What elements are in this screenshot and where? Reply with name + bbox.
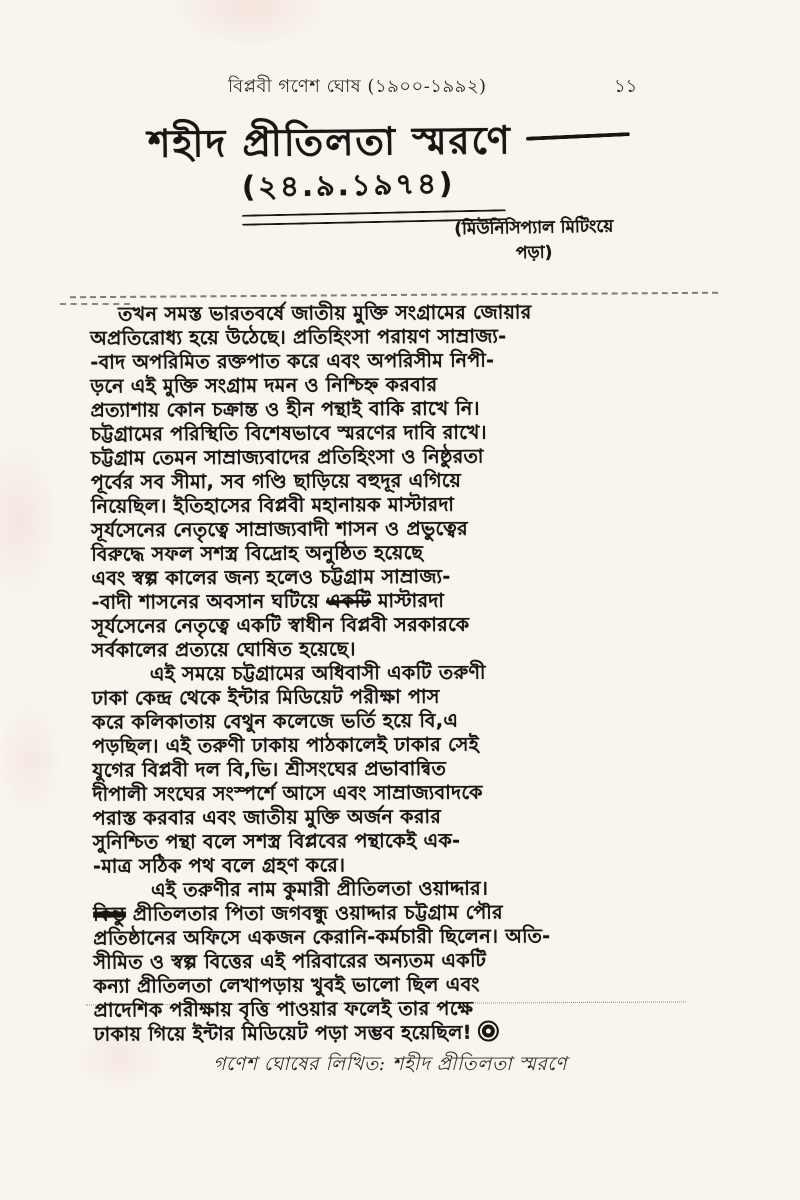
handwritten-line: সূর্যসেনের নেতৃত্বে একটি স্বাধীন বিপ্লবী সরকারকে [91, 613, 470, 638]
handwritten-title-text: শহীদ প্রীতিলতা স্মরণে [147, 118, 513, 166]
handwritten-line: প্রত্যাশায় কোন চক্রান্ত ও হীন পন্থাই বাকি রাখে নি। [90, 397, 480, 422]
title-dash-stroke [526, 132, 630, 141]
handwritten-line: সূর্যসেনের নেতৃত্বে সাম্রাজ্যবাদী শাসন ও প্রভুত্বের [91, 517, 469, 542]
handwritten-essay [90, 299, 716, 1046]
running-header [0, 72, 800, 98]
handwritten-line: ঢাকা কেন্দ্র থেকে ইন্টার মিডিয়েট পরীক্ষা পাস [92, 685, 440, 710]
line-text: ঢাকায় গিয়ে ইন্টার মিডিয়েট পড়া সম্ভব হয়েছিল! [93, 1021, 472, 1046]
handwritten-line: সীমিত ও স্বল্প বিত্তের এই পরিবারের অন্যতম একটি [93, 949, 487, 974]
handwritten-line-with-scribble [93, 899, 715, 926]
book-title: বিপ্লবী গণেশ ঘোষ (১৯০০-১৯৯২) [228, 76, 487, 97]
handwritten-line: চট্টগ্রাম তেমন সাম্রাজ্যবাদের প্রতিহিংসা ও নিষ্ঠুরতা [90, 445, 484, 470]
line-text: -বাদী শাসনের অবসান ঘটিয়ে [91, 590, 327, 614]
handwritten-line: নিয়েছিল। ইতিহাসের বিপ্লবী মহানায়ক মাস্টারদা [91, 493, 455, 518]
end-of-essay-spiral-icon [478, 1021, 499, 1042]
footer-caption: গণেশ ঘোষের লিখিত: শহীদ প্রীতিলতা স্মরণে [213, 1053, 567, 1075]
handwritten-line: চট্টগ্রামের পরিস্থিতি বিশেষভাবে স্মরণের দাবি রাখে। [90, 421, 488, 446]
handwritten-line: পড়ছিল। এই তরুণী ঢাকায় পাঠকালেই ঢাকার সেই [92, 733, 480, 758]
handwritten-line: তখন সমস্ত ভারতবর্ষে জাতীয় মুক্তি সংগ্রামের জোয়ার [118, 301, 532, 326]
handwritten-line: অপ্রতিরোধ্য হয়ে উঠেছে। প্রতিহিংসা পরায়ণ সাম্রাজ্য- [90, 325, 507, 350]
handwritten-line: -মাত্র সঠিক পথ বলে গ্রহণ করে। [92, 854, 346, 878]
struck-out-word: একটি [326, 590, 371, 613]
handwritten-note-line1: (মিউনিসিপ্যাল মিটিংয়ে [454, 216, 614, 240]
handwritten-line: দীপালী সংঘের সংস্পর্শে আসে এবং সাম্রাজ্যবাদকে [92, 781, 483, 806]
handwritten-line-with-strikethrough [92, 587, 714, 614]
handwritten-line: বিরুদ্ধে সফল সশস্ত্র বিদ্রোহ অনুষ্ঠিত হয়েছে [91, 541, 424, 566]
line-text: প্রীতিলতার পিতা জগবন্ধু ওয়াদ্দার চট্টগ্রাম পৌর [125, 901, 504, 926]
handwritten-last-line [94, 1019, 716, 1046]
page-number: ১১ [614, 76, 638, 97]
handwritten-line: এই সময়ে চট্টগ্রামের অধিবাসী একটি তরুণী [149, 661, 486, 686]
handwritten-line: প্রাদেশিক পরীক্ষায় বৃত্তি পাওয়ার ফলেই তার পক্ষে [93, 997, 474, 1022]
line-text: মাস্টারদা [370, 589, 445, 613]
handwritten-note [388, 213, 681, 268]
handwritten-line: কন্যা প্রীতিলতা লেখাপড়ায় খুবই ভালো ছিল এবং [93, 973, 480, 998]
handwritten-line: এই তরুণীর নাম কুমারী প্রীতিলতা ওয়াদ্দার। [151, 877, 489, 902]
handwritten-note-line2: পড়া) [515, 242, 553, 264]
handwritten-line: প্রতিষ্ঠানের অফিসে একজন কেরানি-কর্মচারী ছিলেন। অতি- [93, 925, 551, 950]
scan-artifact-line [70, 292, 718, 299]
handwritten-line: সর্বকালের প্রত্যয়ে ঘোষিত হয়েছে। [91, 638, 356, 662]
handwritten-line: ড়নে এই মুক্তি সংগ্রাম দমন ও নিশ্চিহ্ন করবার [90, 373, 438, 398]
handwritten-line: এবং স্বল্প কালের জন্য হলেও চট্টগ্রাম সাম্রাজ্য- [91, 565, 451, 590]
handwritten-line: পূর্বের সব সীমা, সব গণ্ডি ছাড়িয়ে বহুদূর এগিয়ে [90, 469, 462, 494]
handwritten-line: যুগের বিপ্লবী দল বি,ভি। শ্রীসংঘের প্রভাবান্বিত [92, 757, 447, 782]
handwritten-line: -বাদ অপরিমিত রক্তপাত করে এবং অপরিসীম নিপী- [90, 349, 495, 374]
handwritten-line: সুনিশ্চিত পন্থা বলে সশস্ত্র বিপ্লবের পন্থাকেই এক- [92, 829, 461, 854]
scribbled-out-word: কিন্তু [93, 903, 126, 926]
handwritten-line: করে কলিকাতায় বেথুন কলেজে ভর্তি হয়ে বি,এ [92, 709, 459, 734]
handwritten-line: পরাস্ত করবার এবং জাতীয় মুক্তি অর্জন করার [92, 805, 442, 830]
handwritten-date: (২৪.৯.১৯৭৪) [241, 166, 456, 204]
